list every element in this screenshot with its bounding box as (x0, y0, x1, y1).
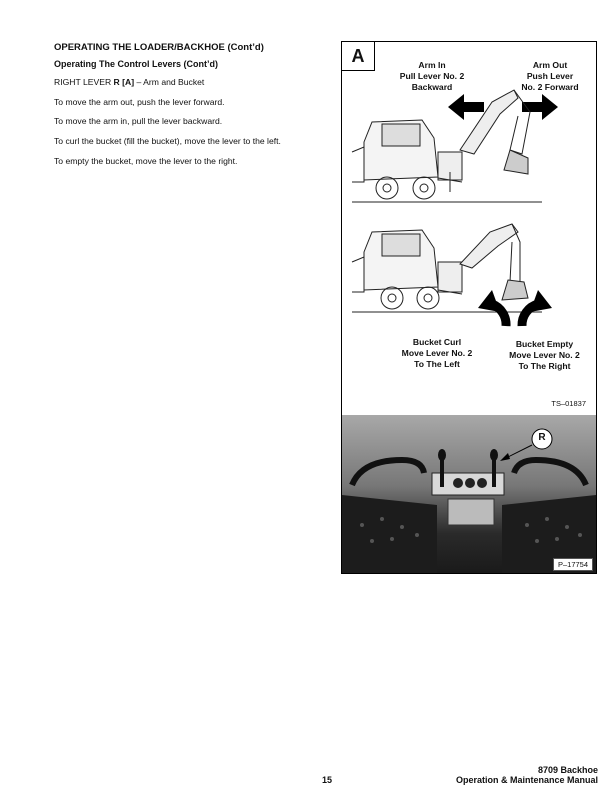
bucket-empty-label: Bucket Empty Move Lever No. 2 To The Right (509, 339, 580, 371)
instruction-arm-in: To move the arm in, pull the lever backward. (54, 116, 223, 126)
right-lever-prefix: RIGHT LEVER (54, 77, 112, 87)
right-lever-desc: – Arm and Bucket (136, 77, 205, 87)
subsection-heading: Operating The Control Levers (Cont’d) (54, 59, 219, 69)
right-lever-ref: [A] (122, 77, 135, 87)
bucket-curl-arrow-icon (478, 290, 506, 326)
drawing-code: TS–01837 (551, 399, 586, 408)
figure-a (341, 41, 597, 574)
manual-title (456, 765, 598, 785)
right-lever-letter: R (113, 77, 120, 87)
manual-title-line2: Operation & Maintenance Manual (455, 775, 598, 785)
photo-code: P–17754 (553, 558, 593, 571)
photo-callout-r: R (538, 432, 546, 443)
section-heading: OPERATING THE LOADER/BACKHOE (Cont’d) (54, 42, 264, 53)
instruction-bucket-curl: To curl the bucket (fill the bucket), move the lever to the left. (54, 136, 281, 146)
backhoe-drawing-bottom (352, 224, 542, 312)
right-lever-line (54, 77, 204, 87)
figure-letter: A (342, 42, 375, 71)
controls-photo (342, 415, 596, 573)
backhoe-drawing-top (352, 90, 542, 202)
manual-title-line1: 8709 Backhoe (537, 765, 598, 775)
arm-out-arrow-icon (522, 94, 558, 120)
page-number: 15 (322, 775, 333, 785)
bucket-curl-label: Bucket Curl Move Lever No. 2 To The Left (401, 337, 473, 369)
controls-photo-drawing (342, 415, 596, 573)
instruction-arm-out: To move the arm out, push the lever forward. (54, 97, 225, 107)
arm-in-label: Arm In Pull Lever No. 2 Backward (399, 60, 465, 92)
instruction-bucket-empty: To empty the bucket, move the lever to the right. (54, 156, 238, 166)
arm-out-label: Arm Out Push Lever No. 2 Forward (521, 60, 579, 92)
arm-in-arrow-icon (448, 94, 484, 120)
